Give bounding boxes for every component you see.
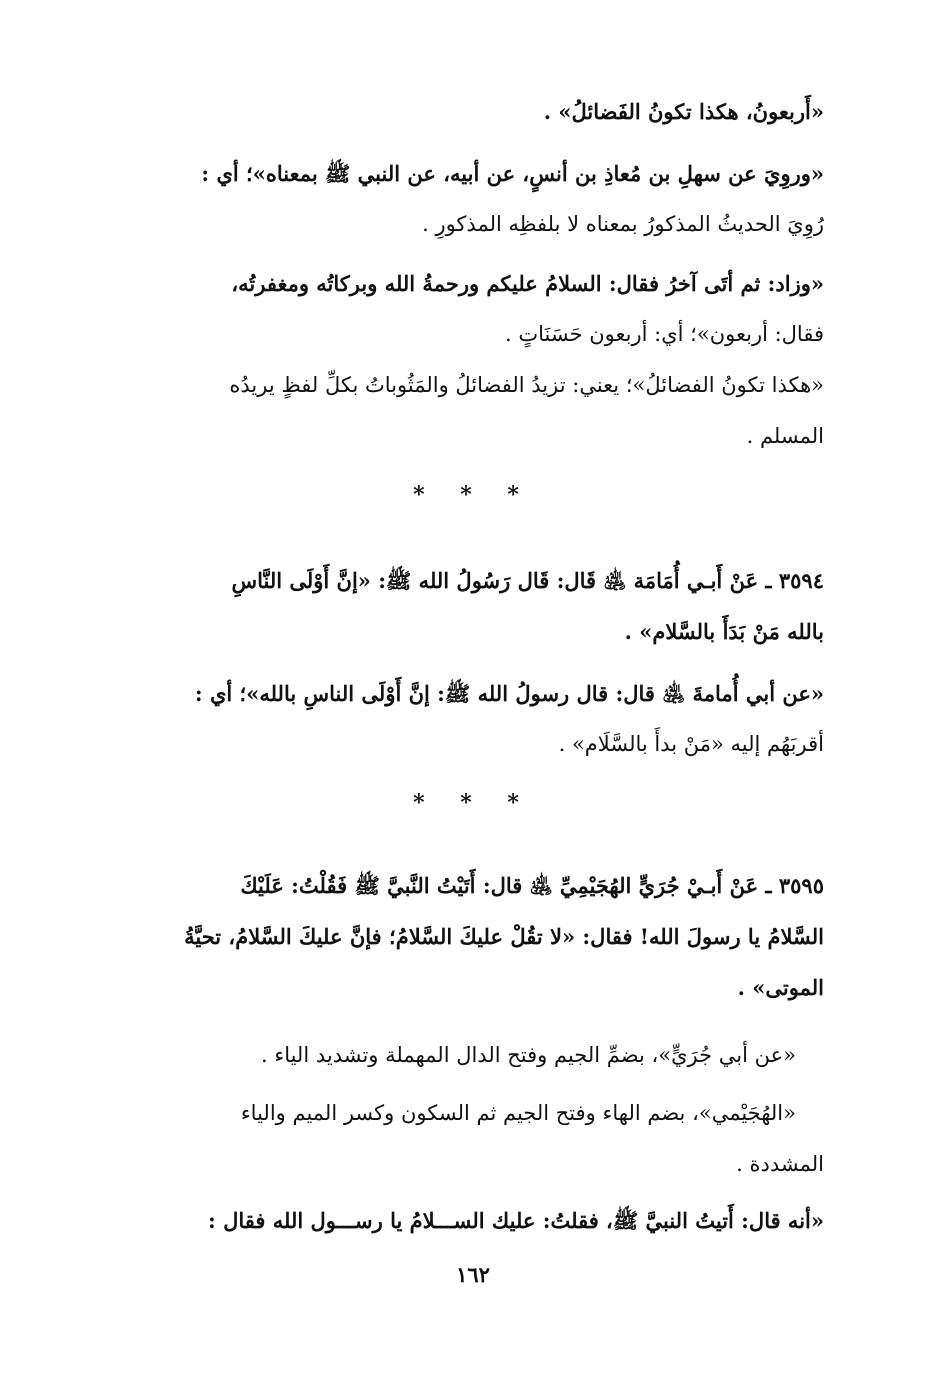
paragraph-2	[112, 148, 824, 250]
page-number: ١٦٢	[456, 1262, 490, 1287]
paragraph-line: «وزاد: ثم أتَى آخرُ فقال: السلامُ عليكم ورحمةُ الله وبركاتُه ومغفرتُه،	[231, 271, 824, 296]
paragraph-line: الموتى» .	[737, 975, 824, 1000]
paragraph-line: السَّلامُ يا رسولَ الله! فقال: «لا تقُلْ عليكَ السَّلامُ؛ فإنَّ عليكَ السَّلامُ، تحيَّةُ	[184, 924, 824, 949]
paragraph-9	[112, 1088, 824, 1190]
paragraph-line: بالله مَنْ بَدَأَ بالسَّلام» .	[624, 619, 824, 644]
paragraph-10	[112, 1195, 824, 1246]
paragraph-3	[112, 258, 824, 360]
paragraph-line: «هكذا تكونُ الفضائلُ»؛ يعني: تزيدُ الفضائلُ والمَثُوباتُ بكلِّ لفظٍ يريدُه	[229, 373, 824, 397]
paragraph-line: «أنه قال: أَتيتُ النبيَّ ﷺ، فقلتُ: عليك الســـلامُ يا رســـول الله فقال :	[208, 1208, 824, 1233]
paragraph-line: «عن أبي أُمامةَ ﵁ قال: قال رسولُ الله ﷺ: إنَّ أَوْلَى الناسِ بالله»؛ أي :	[194, 681, 824, 706]
paragraph-line: المسلم .	[746, 424, 824, 448]
hadith-3595	[112, 860, 824, 1013]
paragraph-line: فقال: أربعون»؛ أي: أربعون حَسَنَاتٍ .	[505, 322, 824, 346]
paragraph-line: ٣٥٩٤ ـ عَنْ أَبـي أُمَامَة ﵁ قَال: قَال رَسُولُ الله ﷺ: «إنَّ أَوْلَى النَّاسِ	[231, 568, 824, 593]
paragraph-line: «أَربعونُ، هكذا تكونُ الفَضائلُ» .	[543, 99, 824, 124]
paragraph-line: المشددة .	[736, 1152, 824, 1176]
paragraph-line: رُوِيَ الحديثُ المذكورُ بمعناه لا بلفظِه المذكورِ .	[422, 212, 824, 236]
paragraph-6	[112, 668, 824, 770]
paragraph-line: ٣٥٩٥ ـ عَنْ أَبـيْ جُرَيٍّ الهُجَيْمِيِّ ﵁ قال: أَتَيْتُ النَّبيَّ ﷺ فَقُلْتُ: عَلَيْكَ	[240, 873, 824, 898]
paragraph-line: «عن أبي جُرَيٍّ»، بضمِّ الجيم وفتح الدال المهملة وتشديد الياء .	[260, 1043, 796, 1067]
paragraph-line: «وروِيَ عن سهلِ بن مُعاذِ بن أنسٍ، عن أبيه، عن النبي ﷺ بمعناه»؛ أي :	[201, 161, 824, 186]
paragraph-1	[112, 86, 824, 137]
paragraph-line: «الهُجَيْمي»، بضم الهاء وفتح الجيم ثم السكون وكسر الميم والياء	[240, 1101, 796, 1125]
section-separator: * * *	[413, 482, 533, 508]
paragraph-4	[112, 360, 824, 462]
hadith-3594	[112, 555, 824, 657]
paragraph-line: أقربَهُم إليه «مَنْ بدأَ بالسَّلَام» .	[558, 732, 824, 756]
paragraph-8	[112, 1030, 824, 1081]
section-separator: * * *	[413, 790, 533, 816]
